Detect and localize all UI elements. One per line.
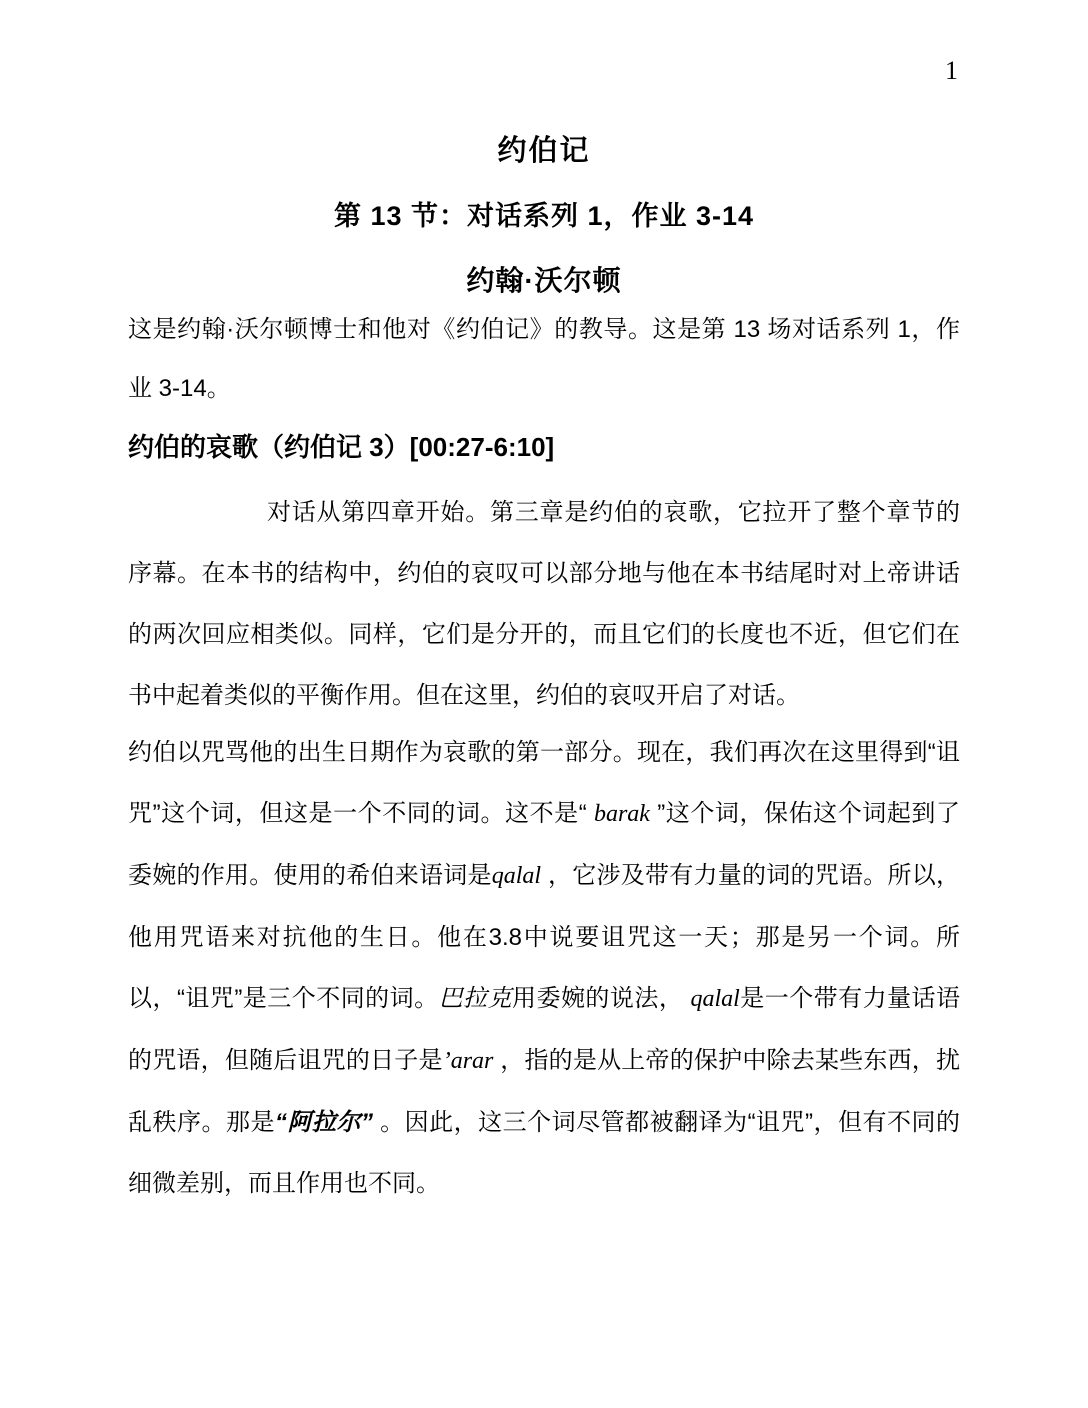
page-number: 1	[945, 56, 958, 85]
text-segment: 对话从第四章开始。第三章是约伯的哀歌，它拉开了整个章节的序幕。在本书的结构中，约伯的哀叹可以部分地与他在本书结尾时对上帝讲话的两次回应相类似。同样，它们是分开的，而且它们的长度也不近，但它们在书中起着类似的平衡作用。但在这里，约伯的哀叹开启了对话。	[128, 499, 960, 709]
text-segment: 用委婉的说法，	[512, 985, 691, 1012]
document-title: 约伯记	[497, 135, 591, 167]
text-segment: barak	[593, 801, 650, 827]
text-segment: 巴拉克	[438, 985, 512, 1012]
author-name: 约翰·沃尔顿	[466, 265, 622, 296]
intro-paragraph: 这是约翰·沃尔顿博士和他对《约伯记》的教导。这是第 13 场对话系列 1，作业 3-14。	[128, 316, 960, 402]
text-segment: ，它涉及带有力量的词的咒语。所以，他用咒语来对抗他的生日。他在3.8中说要诅咒这一天；那是另一个词。所以，“诅咒”是三个不同的词。	[128, 862, 961, 1012]
text-segment: qalal	[491, 863, 542, 889]
text-segment: qalal	[690, 986, 740, 1012]
section-heading: 约伯的哀歌（约伯记 3）[00:27-6:10]	[128, 432, 555, 462]
text-segment: ”这个词，保佑这个词起到了委婉的作用。使用的希伯来语词是	[128, 800, 960, 889]
text-segment: 。因此，这三个词尽管都被翻译为“诅咒”，但有不同的细微差别，而且作用也不同。	[128, 1109, 961, 1197]
text-segment: ，指的是从上帝的保护中除去某些东西，扰乱秩序。那是	[128, 1047, 960, 1136]
paragraph-dialogue-overview	[128, 482, 960, 726]
session-subtitle: 第 13 节：对话系列 1，作业 3-14	[333, 201, 755, 231]
paragraph-curse-words	[128, 722, 960, 1214]
text-segment: ’arar	[442, 1048, 494, 1074]
text-segment: 是一个带有力量话语的咒语，但随后诅咒的日子是	[128, 985, 961, 1074]
text-segment: 约伯以咒骂他的出生日期作为哀歌的第一部分。现在，我们再次在这里得到“诅咒”这个词，但这是一个不同的词。这不是“	[128, 739, 960, 827]
text-segment: “阿拉尔”	[274, 1109, 373, 1136]
